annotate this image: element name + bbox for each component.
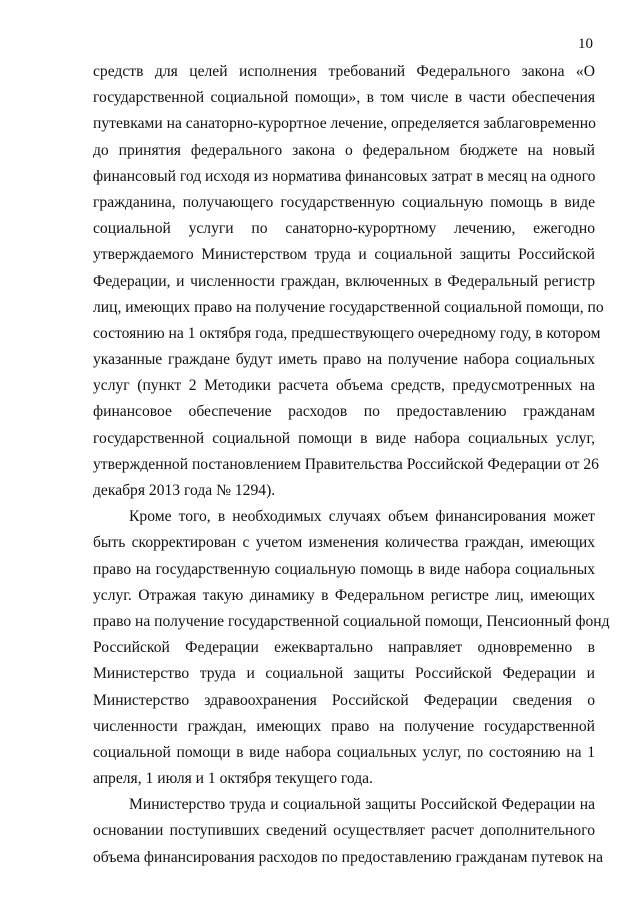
text-line: право на государственную социальную помощь в виде набора социальных <box>93 560 595 578</box>
text-line: состоянию на 1 октября года, предшествующего очередному году, в котором <box>93 324 601 342</box>
document-body <box>93 59 610 871</box>
paragraph-2 <box>93 504 610 792</box>
text-line: основании поступивших сведений осуществляет расчет дополнительного <box>93 822 595 840</box>
text-line: государственной социальной помощи», в том числе в части обеспечения <box>93 89 595 107</box>
text-line: до принятия федерального закона о федеральном бюджете на новый <box>93 141 595 159</box>
text-line: Министерство труда и социальной защиты Российской Федерации и <box>93 665 595 683</box>
text-line: услуг. Отражая такую динамику в Федеральном регистре лиц, имеющих <box>93 586 595 604</box>
text-line: Федерации, и численности граждан, включенных в Федеральный регистр <box>93 272 595 290</box>
paragraph-3 <box>93 792 604 871</box>
text-line: Министерство труда и социальной защиты Российской Федерации на <box>129 796 595 814</box>
text-line: услуг (пункт 2 Методики расчета объема средств, предусмотренных на <box>93 377 595 395</box>
text-line: путевками на санаторно-курортное лечение, определяется заблаговременно <box>93 115 596 133</box>
text-line: утвержденной постановлением Правительства Российской Федерации от 26 <box>93 455 599 473</box>
text-line: Кроме того, в необходимых случаях объем финансирования может <box>129 508 595 526</box>
text-line: лиц, имеющих право на получение государственной социальной помощи, по <box>93 298 604 316</box>
text-line: гражданина, получающего государственную социальную помощь в виде <box>93 193 595 211</box>
text-line: средств для целей исполнения требований Федерального закона «О <box>93 63 595 80</box>
text-line: финансовое обеспечение расходов по предоставлению гражданам <box>93 403 595 421</box>
text-line: указанные граждане будут иметь право на получение набора социальных <box>93 351 595 369</box>
text-line: Министерство здравоохранения Российской Федерации сведения о <box>93 691 595 709</box>
page-number: 10 <box>578 36 593 52</box>
text-line: быть скорректирован с учетом изменения количества граждан, имеющих <box>93 534 595 552</box>
text-line: социальной помощи в виде набора социальных услуг, по состоянию на 1 <box>93 743 595 761</box>
text-line: финансовый год исходя из норматива финансовых затрат в месяц на одного <box>93 167 596 185</box>
text-line: численности граждан, имеющих право на получение государственной <box>93 717 595 735</box>
text-line: государственной социальной помощи в виде набора социальных услуг, <box>93 429 595 447</box>
text-line: Российской Федерации ежеквартально направляет одновременно в <box>93 639 595 657</box>
text-line: декабря 2013 года № 1294). <box>93 482 276 499</box>
text-line: утверждаемого Министерством труда и социальной защиты Российской <box>93 246 595 264</box>
text-line: право на получение государственной социальной помощи, Пенсионный фонд <box>93 612 610 630</box>
paragraph-1 <box>93 59 604 504</box>
text-line: социальной услуги по санаторно-курортному лечению, ежегодно <box>93 220 595 238</box>
text-line: апреля, 1 июля и 1 октября текущего года. <box>93 770 374 788</box>
text-line: объема финансирования расходов по предоставлению гражданам путевок на <box>93 848 604 866</box>
